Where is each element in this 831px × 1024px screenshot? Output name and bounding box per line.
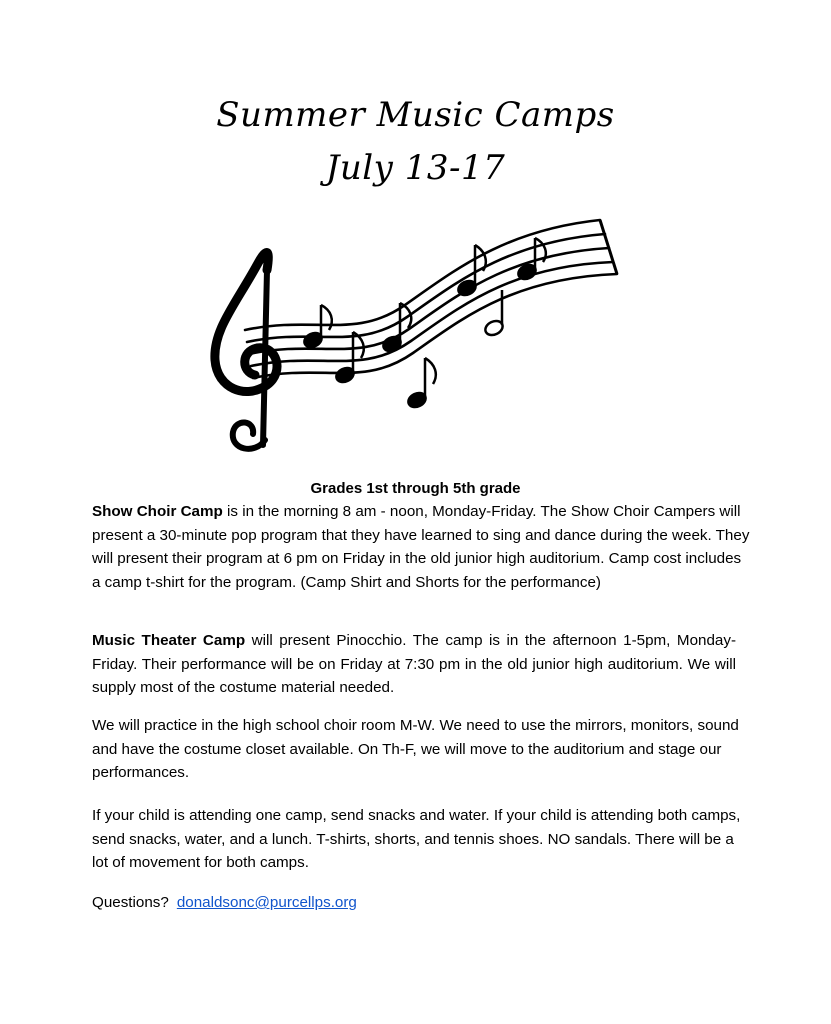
- camp-dates: July 13-17: [325, 148, 506, 188]
- practice-paragraph: We will practice in the high school choir room M-W. We need to use the mirrors, monitors, sound and have the costume closet available. On Th-F, we will move to the auditorium and stage our performances.: [92, 717, 739, 781]
- questions-label: Questions?: [92, 894, 169, 911]
- contact-line: [92, 891, 752, 915]
- show-choir-description: is in the morning 8 am - noon, Monday-Friday. The Show Choir Campers will present a 30-minute pop program that they have learned to sing and dance during the week. They will present their program at 6 pm on Friday in the old junior high auditorium. Camp cost includes a camp t-shirt for the program. (Camp Shirt and Shorts for the performance): [92, 503, 750, 591]
- show-choir-paragraph: [92, 500, 752, 594]
- email-link[interactable]: donaldsonc@purcellps.org: [176, 894, 357, 911]
- grades-heading: Grades 1st through 5th grade: [310, 480, 521, 497]
- music-theater-description: will present Pinocchio. The camp is in the afternoon 1-5pm, Monday-Friday. Their performance will be on Friday at 7:30 pm in the old junior high auditorium. We will supply most of the costume material needed.: [92, 632, 737, 696]
- treble-clef-icon: [215, 253, 277, 449]
- supplies-paragraph: If your child is attending one camp, send snacks and water. If your child is attending both camps, send snacks, water, and a lunch. T-shirts, shorts, and tennis shoes. NO sandals. There will be a lot of movement for both camps.: [92, 807, 741, 871]
- page-title: Summer Music Camps: [216, 95, 615, 135]
- music-theater-paragraph: [92, 629, 736, 700]
- music-theater-title: Music Theater Camp: [92, 632, 246, 649]
- show-choir-title: Show Choir Camp: [92, 503, 223, 520]
- music-staff-icon: [205, 210, 625, 470]
